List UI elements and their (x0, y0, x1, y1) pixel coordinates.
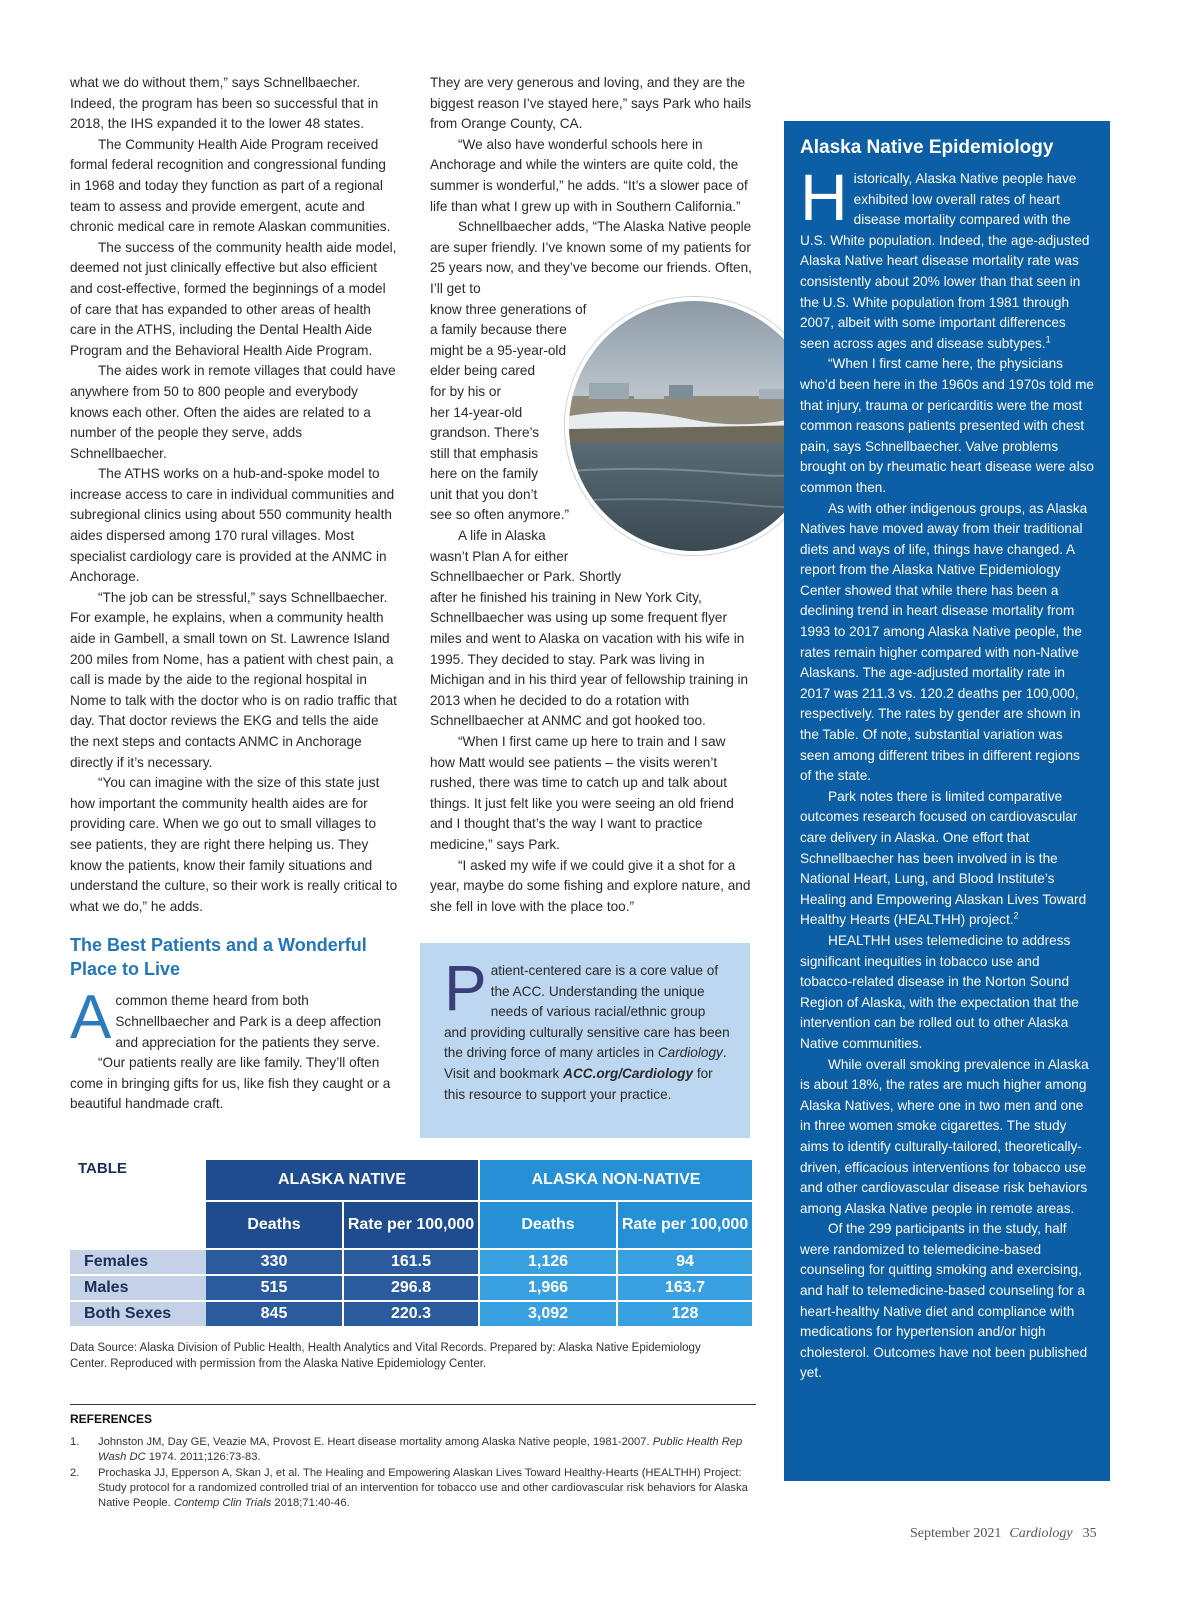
acc-cardiology-link[interactable]: ACC.org/Cardiology (563, 1065, 694, 1081)
table-source-note: Data Source: Alaska Division of Public Health, Health Analytics and Vital Records. Prepared by: Alaska Native Epidemiology Center. Reproduced with permission from the Alaska Native Epidemiology Center. (70, 1342, 701, 1370)
paragraph: “Our patients really are like family. They’ll often come in bringing gifts for us, like fish they caught or a beautiful handmade craft. (70, 1055, 391, 1112)
paragraph: Of the 299 participants in the study, half were randomized to telemedicine-based counseling for quitting smoking and exercising, and half to telemedicine-based counseling for a heart-healthy Native diet and compliance with medications for hypertension and/or high cholesterol. Outcomes have not been published yet. (800, 1221, 1088, 1381)
section-heading: The Best Patients and a Wonderful Place to Live (70, 935, 367, 980)
drop-cap: H (800, 160, 848, 234)
sidebar-title: Alaska Native Epidemiology (800, 137, 1054, 158)
table-label: TABLE (78, 1160, 127, 1177)
references (70, 1412, 756, 1511)
mortality-table (70, 1160, 752, 1326)
col-header-rate: Rate per 100,000 (616, 1200, 752, 1248)
col-header-deaths: Deaths (206, 1200, 342, 1248)
village-landscape-image (569, 301, 819, 551)
paragraph: “When I first came up here to train and I saw how Matt would see patients – the visits weren’t rushed, there was time to catch up and talk about things. It just felt like you were seeing an old friend and I thought that’s the way I want to practice medicine,” says Park. (430, 734, 734, 852)
paragraph: “The job can be stressful,” says Schnellbaecher. For example, he explains, when a community health aide in Gambell, a small town on St. Lawrence Island 200 miles from Nome, has a patient with chest pain, a call is made by the aide to the regional hospital in Nome to talk with the doctor who is on radio traffic that day. That doctor reviews the EKG and tells the aide the next steps and contacts ANMC in Anchorage directly if it’s necessary. (70, 589, 397, 770)
col-header-rate: Rate per 100,000 (342, 1200, 478, 1248)
article-column-1 (70, 73, 398, 1115)
paragraph: The success of the community health aide model, deemed not just clinically effective but also efficient and cost-effective, formed the beginnings of a model of care that has expanded to other areas of health care in the ATHS, including the Dental Health Aide Program and the Behavioral Health Aide Program. (70, 239, 397, 358)
epidemiology-sidebar (784, 121, 1110, 1481)
drop-cap: A (70, 983, 112, 1053)
divider (70, 1404, 756, 1405)
paragraph: HEALTHH uses telemedicine to address significant inequities in tobacco use and tobacco-related disease in the Norton Sound Region of Alaska, with the expectation that the intervention can be rolled out to other Alaska Native communities. (800, 932, 1079, 1051)
references-title: REFERENCES (70, 1412, 153, 1426)
table-row: Males 515 296.8 1,966 163.7 (70, 1274, 752, 1300)
paragraph: As with other indigenous groups, as Alaska Natives have moved away from their traditional diets and ways of life, things have changed. A report from the Alaska Native Epidemiology Center showed that while there has been a declining trend in heart disease mortality from 1993 to 2017 among Alaska Native people, the rates remain higher compared with non-Native Alaskans. The age-adjusted mortality rate in 2017 was 211.3 vs. 120.2 deaths per 100,000, respectively. The rates by gender are shown in the Table. Of note, substantial variation was seen among different tribes in different regions of the state. (800, 500, 1088, 784)
journal-name: Cardiology (1009, 1526, 1073, 1541)
header-alaska-native: ALASKA NATIVE (206, 1160, 478, 1200)
paragraph: “When I first came here, the physicians who’d been here in the 1960s and 1970s told me that injury, trauma or pericarditis were the most common reasons patients presented with chest pain, says Schnellbaecher. Valve problems brought on by rheumatic heart disease were also common then. (800, 356, 1094, 495)
table-row: Females 330 161.5 1,126 94 (70, 1248, 752, 1274)
page-footer (910, 1526, 1097, 1542)
paragraph: Historically, Alaska Native people have exhibited low overall rates of heart disease mortality compared with the U.S. White population. Indeed, the age-adjusted Alaska Native heart disease mortality rate was consistently about 20% lower than that seen in the U.S. White population from 1981 through 2007, albeit with some important differences seen across ages and disease subtypes.$^1$ (800, 160, 1090, 351)
paragraph: “We also have wonderful schools here in Anchorage and while the winters are quite cold, the summer is wonderful,” he adds. “It’s a slower pace of life than what I grew up with in Southern California.” (430, 136, 748, 214)
reference-item: 1. Johnston JM, Day GE, Veazie MA, Provost E. Heart disease mortality among Alaska Native people, 1981-2007. Public Health Rep Wash DC 1974. 2011;126:73-83. (70, 1436, 743, 1464)
paragraph: what we do without them,” says Schnellbaecher. Indeed, the program has been so successful that in 2018, the IHS expanded it to the lower 48 states. (70, 75, 379, 132)
paragraph: after he finished his training in New York City, Schnellbaecher was using up some frequent flyer miles and went to Alaska on vacation with his wife in 1995. They decided to stay. Park was living in Michigan and in his third year of fellowship training in 2013 when he decided to do a rotation with Schnellbaecher at ANMC and got hooked too. (430, 589, 749, 729)
table-row: Both Sexes 845 220.3 3,092 128 (70, 1300, 752, 1326)
paragraph: Park notes there is limited comparative outcomes research focused on cardiovascular care delivery in Alaska. One effort that Schnellbaecher has been involved in is the National Heart, Lung, and Blood Institute’s Healing and Empowering Alaskan Lives Toward Healthy Hearts (HEALTHH) project.$^2$ (800, 788, 1087, 928)
drop-cap: P (444, 952, 487, 1024)
paragraph: The aides work in remote villages that could have anywhere from 50 to 800 people and everybody knows each other. Often the aides are related to a number of the people they serve, adds Schnellbaecher. (70, 363, 396, 461)
page-number: 35 (1082, 1526, 1097, 1541)
paragraph: “I asked my wife if we could give it a shot for a year, maybe do some fishing and explore nature, and she fell in love with the place too.” (430, 857, 751, 914)
paragraph: Schnellbaecher adds, “The Alaska Native people are super friendly. I’ve known some of my patients for 25 years now, and they’ve become our friends. Often, I’ll get to (430, 219, 752, 296)
header-alaska-non-native: ALASKA NON-NATIVE (478, 1160, 752, 1200)
issue-date: September 2021 (910, 1526, 1002, 1541)
col-header-deaths: Deaths (478, 1200, 616, 1248)
reference-item: 2. Prochaska JJ, Epperson A, Skan J, et al. The Healing and Empowering Alaskan Lives Toward Healthy-Hearts (HEALTHH) Project: Study protocol for a randomized controlled trial of an intervention for tobacco use and other cardiovascular risk behaviors for Alaska Native People. Contemp Clin Trials 2018;71:40-46. (70, 1466, 748, 1510)
wrapped-text: know three generations of a family because there might be a 95-year-old elder being cared for by his or her 14-year-old grandson. There’s still that emphasis here on the family unit that you don’t see so often anymore.” A life in Alaska wasn’t Plan A for either Schnellbaecher or Park. Shortly (430, 301, 622, 585)
paragraph: While overall smoking prevalence in Alaska is about 18%, the rates are much higher among Alaska Natives, where one in two men and one in three women smoke cigarettes. The study aims to identify culturally-tailored, theoretically-driven, efficacious interventions for tobacco use and other cardiovascular disease risk behaviors among Alaska Native people in remote areas. (800, 1056, 1089, 1216)
paragraph: “You can imagine with the size of this state just how important the community health aides are for providing care. When we go out to small villages to see patients, they are right there helping us. They know the patients, know their family situations and understand the culture, so their work is really critical to what we do,” he adds. (70, 775, 398, 914)
paragraph: The Community Health Aide Program received formal federal recognition and congressional funding in 1968 and today they function as part of a regional team to assess and provide emergent, acute and chronic medical care in remote Alaskan communities. (70, 136, 391, 235)
paragraph: The ATHS works on a hub-and-spoke model to increase access to care in individual communities and subregional clinics using about 550 community health aides dispersed among 170 rural villages. Most specialist cardiology care is provided at the ANMC in Anchorage. (70, 466, 395, 585)
paragraph: They are very generous and loving, and they are the biggest reason I’ve stayed here,” says Park who hails from Orange County, CA. (430, 75, 752, 132)
paragraph: Acommon theme heard from both Schnellbaecher and Park is a deep affection and appreciation for the patients they serve. (70, 983, 382, 1053)
acc-callout-box (420, 943, 750, 1138)
callout-text: Patient-centered care is a core value of the ACC. Understanding the unique needs of various racial/ethnic group and providing culturally sensitive care has been the driving force of many articles in Cardiology. Visit and bookmark ACC.org/Cardiology for this resource to support your practice. (444, 952, 730, 1102)
